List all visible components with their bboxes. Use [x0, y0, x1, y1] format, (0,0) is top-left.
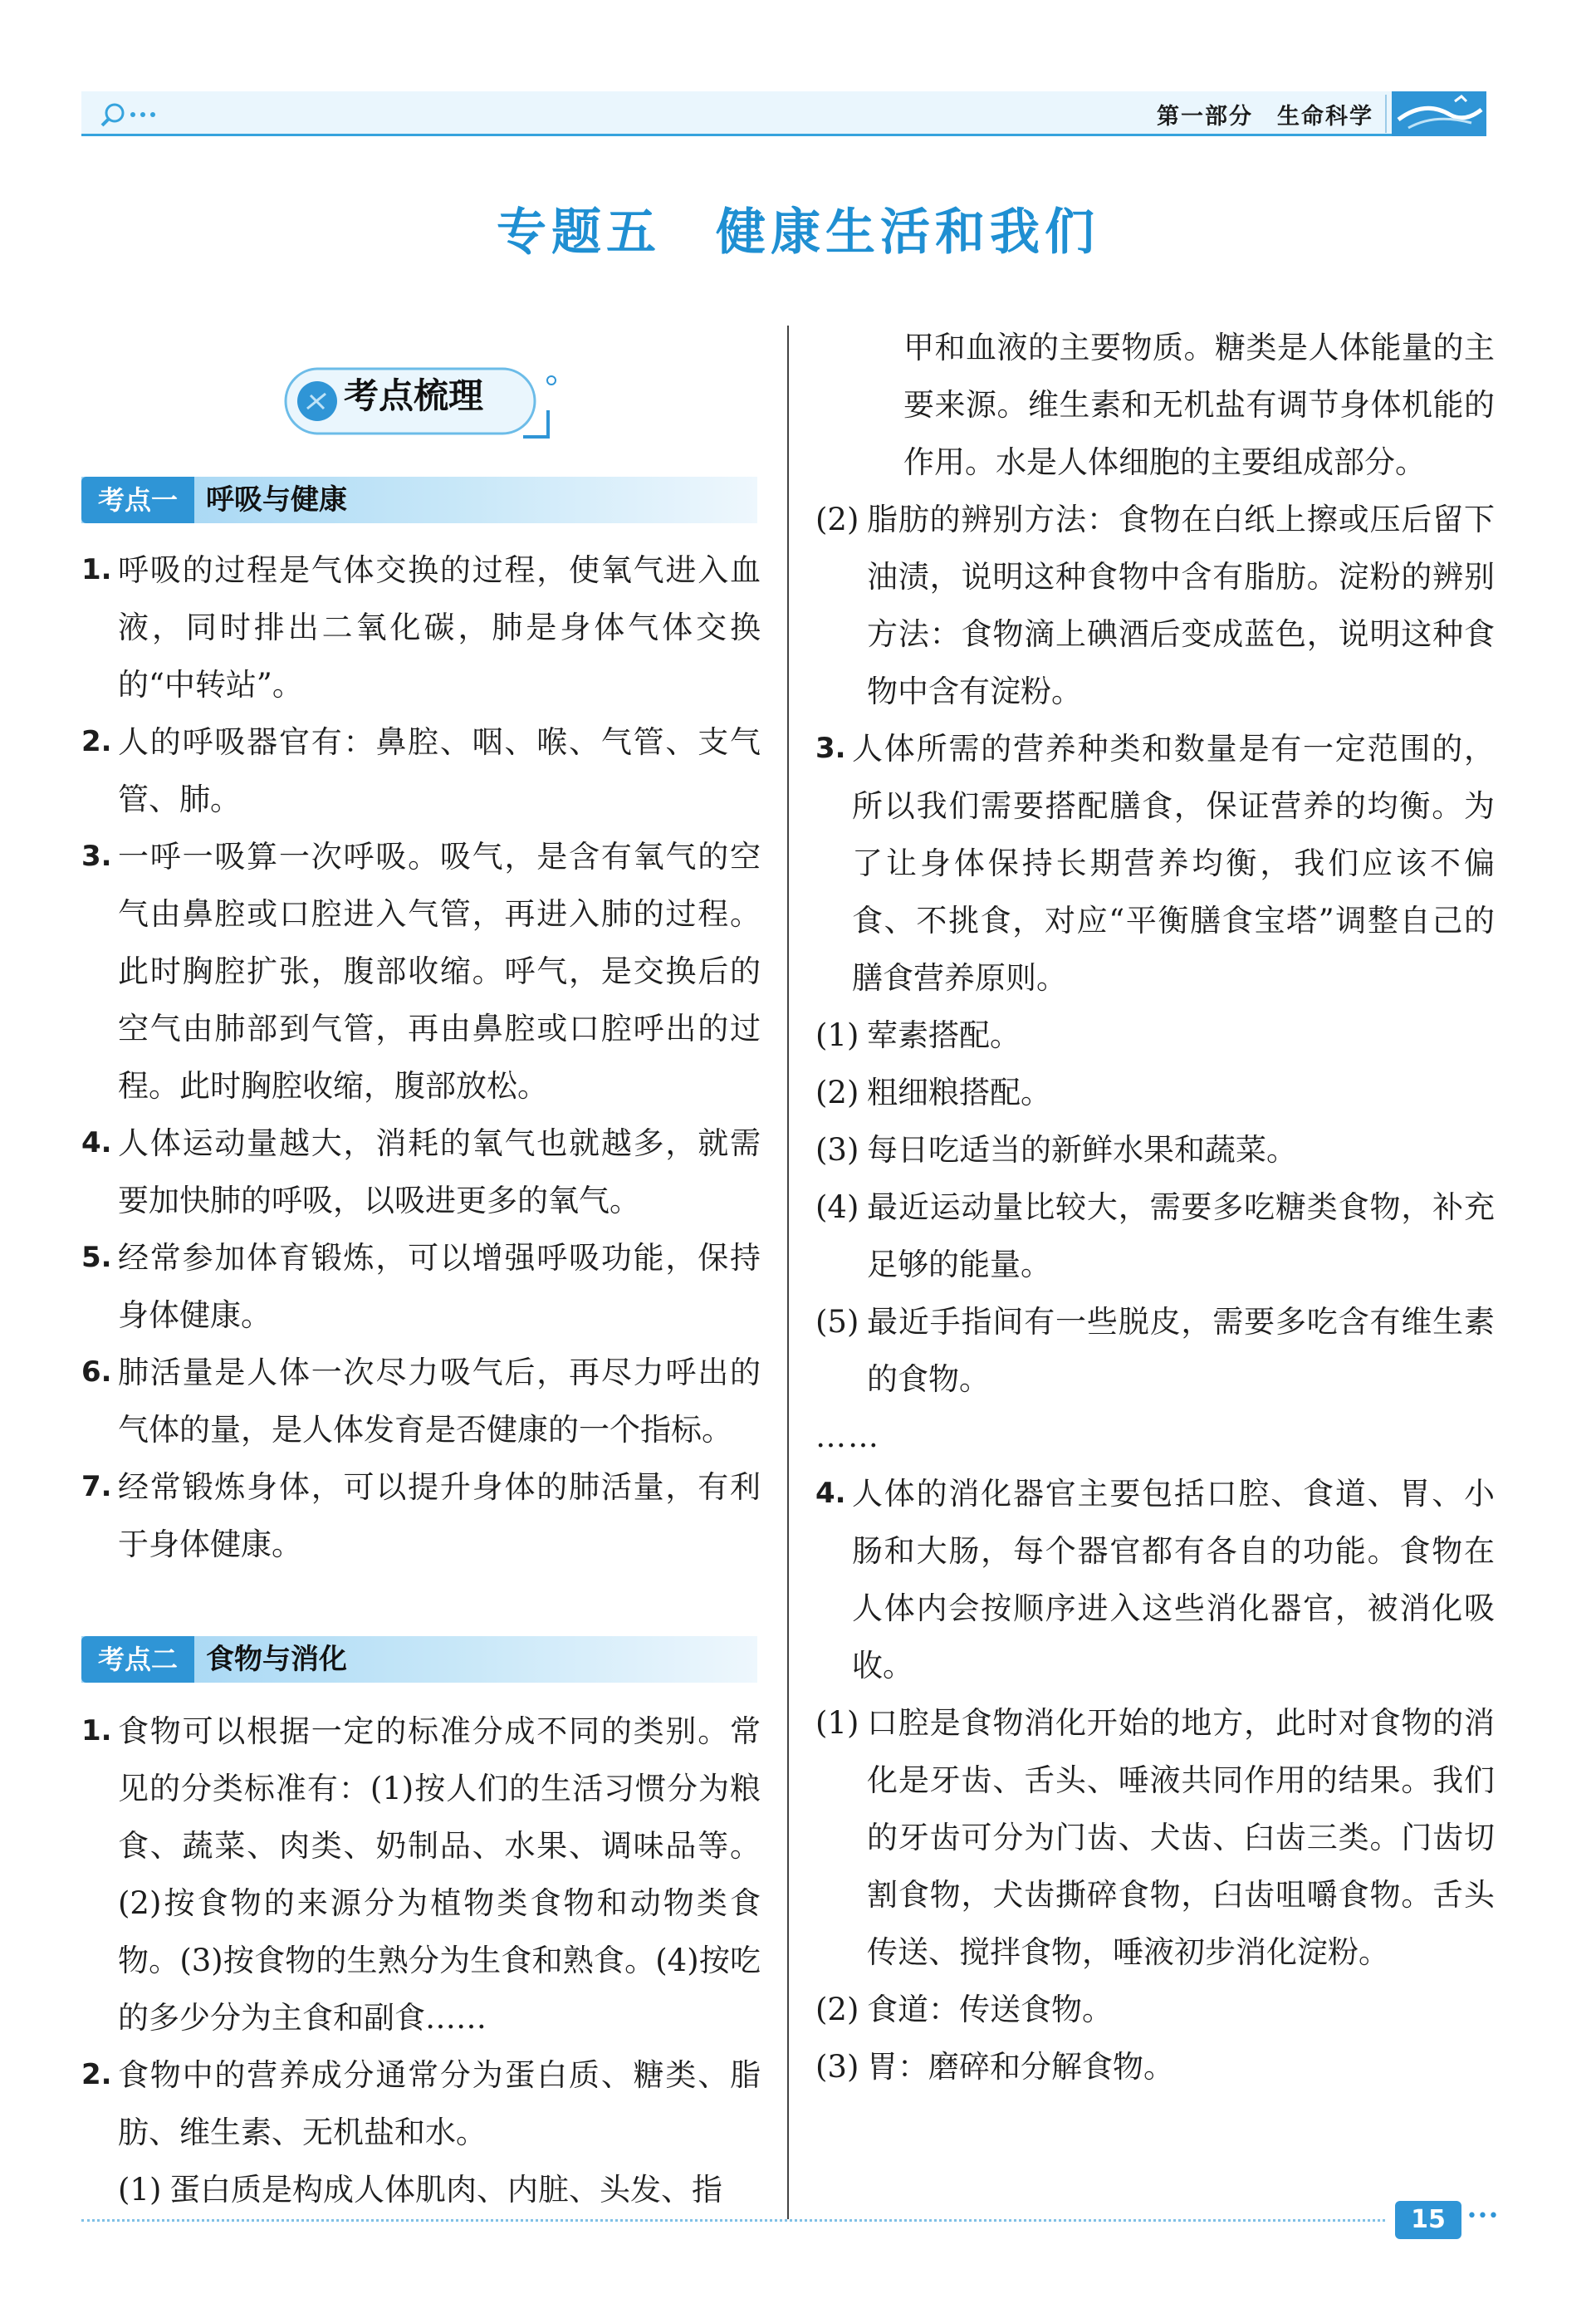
- continued-text: 甲和血液的主要物质。糖类是人体能量的主要来源。维生素和无机盐有调节身体机能的作用。水是人体细胞的主要组成部分。: [903, 330, 1495, 480]
- badge-label: 考点梳理: [344, 375, 484, 416]
- ellipsis: ……: [815, 1419, 880, 1454]
- list-item: 1. 呼吸的过程是气体交换的过程，使氧气进入血液，同时排出二氧化碳，肺是身体气体交换的“中转站”。: [81, 552, 761, 703]
- sub-item: (1) 口腔是食物消化开始的地方，此时对食物的消化是牙齿、舌头、唾液共同作用的结果。我们的牙齿可分为门齿、犬齿、臼齿三类。门齿切割食物，犬齿撕碎食物，臼齿咀嚼食物。舌头传送、搅拌食物，唾液初步消化淀粉。: [815, 1705, 1495, 1970]
- list-item: 7. 经常锻炼身体，可以提升身体的肺活量，有利于身体健康。: [81, 1469, 761, 1562]
- header-divider: [1385, 95, 1387, 133]
- column-divider: [787, 326, 789, 2219]
- section-badge: [274, 360, 565, 452]
- list-item: 2. 人的呼吸器官有：鼻腔、咽、喉、气管、支气管、肺。: [81, 724, 761, 817]
- right-column: [815, 319, 1495, 2095]
- list-item: 5. 经常参加体育锻炼，可以增强呼吸功能，保持身体健康。: [81, 1240, 761, 1333]
- topic-tag: 考点一: [81, 477, 194, 523]
- page-number: 15: [1395, 2201, 1461, 2239]
- sub-item: (2) 食道：传送食物。: [815, 1992, 1113, 2027]
- list-item: 6. 肺活量是人体一次尽力吸气后，再尽力呼出的气体的量，是人体发育是否健康的一个指标。: [81, 1355, 761, 1448]
- sub-item: (1) 蛋白质是构成人体肌肉、内脏、头发、指: [118, 2172, 722, 2208]
- topic-band-2: [81, 1636, 757, 1683]
- section-label: 第一部分 生命科学: [1157, 104, 1373, 130]
- page-title: 专题五 健康生活和我们: [497, 203, 1099, 262]
- page-header: [81, 91, 1486, 136]
- topic-title: 食物与消化: [206, 1643, 347, 1676]
- left-column-kp2: [81, 1703, 761, 2218]
- sub-item: (3) 胃：磨碎和分解食物。: [815, 2049, 1174, 2085]
- sub-item: (4) 最近运动量比较大，需要多吃糖类食物，补充足够的能量。: [815, 1189, 1495, 1282]
- topic-title: 呼吸与健康: [206, 483, 347, 517]
- sub-item: (3) 每日吃适当的新鲜水果和蔬菜。: [815, 1132, 1297, 1168]
- list-item: 1. 食物可以根据一定的标准分成不同的类别。常见的分类标准有：(1)按人们的生活习惯分为粮食、蔬菜、肉类、奶制品、水果、调味品等。(2)按食物的来源分为植物类食物和动物类食物。(3)按食物的生熟分为生食和熟食。(4)按吃的多少分为主食和副食……: [81, 1713, 761, 2036]
- footer-dots-icon: •••: [1466, 2206, 1499, 2227]
- sub-item: (2) 脂肪的辨别方法：食物在白纸上擦或压后留下油渍，说明这种食物中含有脂肪。淀粉的辨别方法：食物滴上碘酒后变成蓝色，说明这种食物中含有淀粉。: [815, 502, 1495, 709]
- list-item: 4. 人体运动量越大，消耗的氧气也就越多，就需要加快肺的呼吸，以吸进更多的氧气。: [81, 1125, 761, 1218]
- list-item: 4. 人体的消化器官主要包括口腔、食道、胃、小肠和大肠，每个器官都有各自的功能。食物在人体内会按顺序进入这些消化器官，被消化吸收。: [815, 1476, 1495, 1683]
- footer-dotted-line: [81, 2219, 1385, 2222]
- topic-tag: 考点二: [81, 1636, 194, 1683]
- topic-band-1: [81, 477, 757, 523]
- list-item: 2. 食物中的营养成分通常分为蛋白质、糖类、脂肪、维生素、无机盐和水。: [81, 2057, 761, 2150]
- sub-item: (1) 荤素搭配。: [815, 1017, 1021, 1053]
- sub-item: (5) 最近手指间有一些脱皮，需要多吃含有维生素的食物。: [815, 1304, 1495, 1397]
- list-item: 3. 一呼一吸算一次呼吸。吸气，是含有氧气的空气由鼻腔或口腔进入气管，再进入肺的过程。此时胸腔扩张，腹部收缩。呼气，是交换后的空气由肺部到气管，再由鼻腔或口腔呼出的过程。此时胸腔收缩，腹部放松。: [81, 839, 761, 1104]
- sub-item: (2) 粗细粮搭配。: [815, 1075, 1051, 1110]
- magnifier-icon: [96, 98, 196, 131]
- left-column-kp1: [81, 542, 761, 1573]
- list-item: 3. 人体所需的营养种类和数量是有一定范围的，所以我们需要搭配膳食，保证营养的均衡。为了让身体保持长期营养均衡，我们应该不偏食、不挑食，对应“平衡膳食宝塔”调整自己的膳食营养原则。: [815, 731, 1495, 996]
- wave-bird-logo-icon: [1392, 86, 1486, 136]
